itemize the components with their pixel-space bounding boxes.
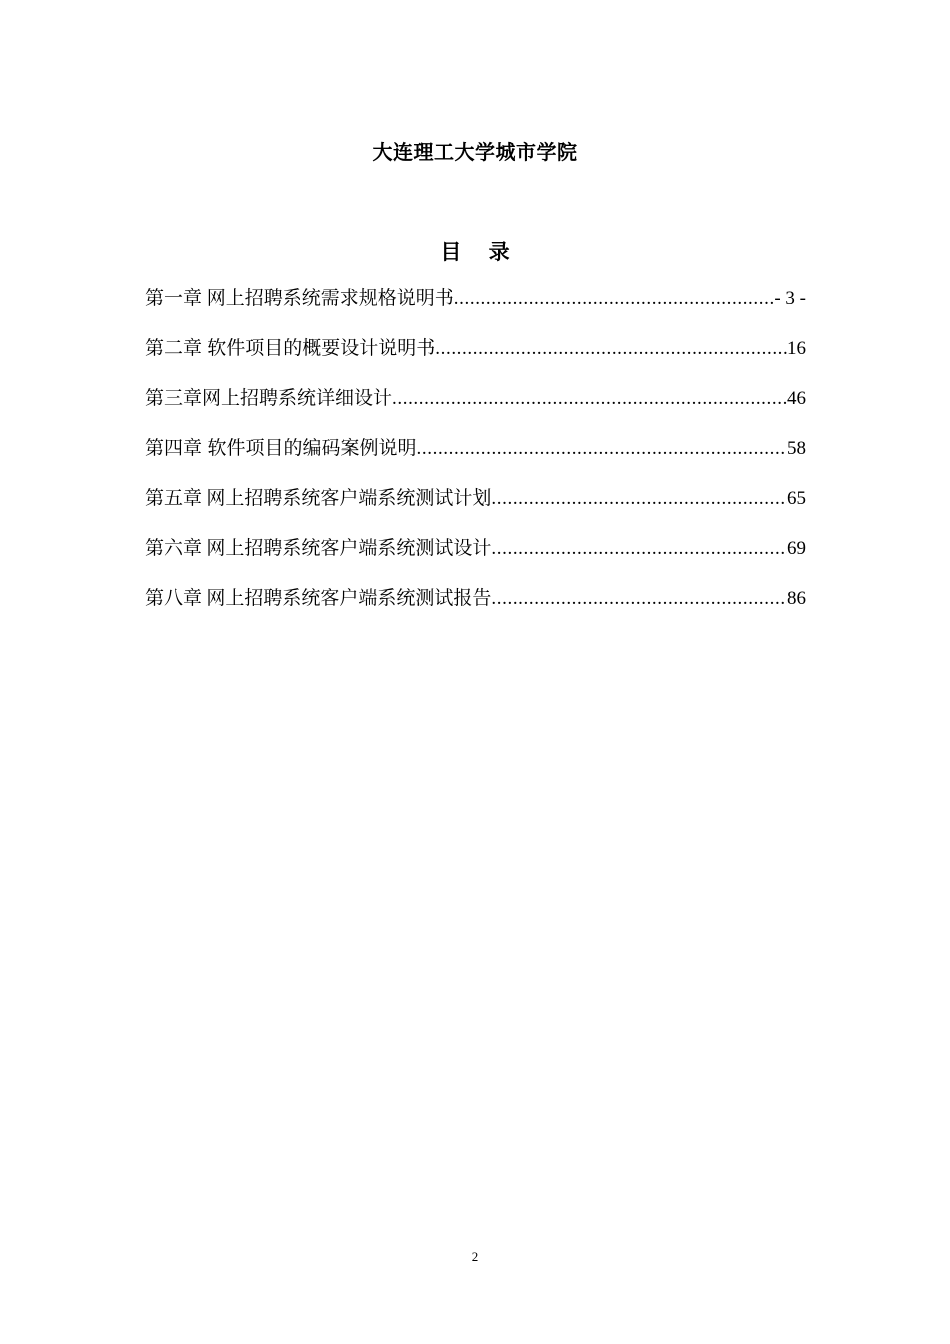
toc-dot-leader [491, 584, 787, 614]
toc-page-number: 58 [787, 438, 806, 459]
toc-entry-chapter-5[interactable] [145, 484, 806, 534]
toc-chapter-title: 网上招聘系统需求规格说明书 [206, 288, 454, 309]
toc-dot-leader [454, 284, 775, 314]
toc-page-number: 86 [787, 588, 806, 609]
toc-chapter-title: 网上招聘系统详细设计 [202, 388, 393, 409]
toc-dot-leader [491, 484, 787, 514]
toc-entry-chapter-4[interactable] [145, 434, 806, 484]
toc-page-number: 46 [787, 388, 806, 409]
toc-chapter-title: 网上招聘系统客户端系统测试报告 [206, 588, 492, 609]
toc-entry-chapter-1[interactable] [145, 284, 806, 334]
toc-entry-chapter-3[interactable] [145, 384, 806, 434]
toc-chapter-number: 第六章 [145, 538, 203, 559]
toc-page-number: 69 [787, 538, 806, 559]
toc-chapter-number: 第四章 [145, 438, 203, 459]
toc-page-number: - 3 - [774, 288, 806, 309]
page-number: 2 [471, 1249, 479, 1264]
institution-title: 大连理工大学城市学院 [372, 142, 578, 164]
table-of-contents [145, 284, 806, 634]
toc-dot-leader [417, 434, 787, 464]
toc-entry-chapter-2[interactable] [145, 334, 806, 384]
toc-heading: 目 录 [440, 240, 520, 264]
toc-chapter-number: 第一章 [145, 288, 203, 309]
toc-dot-leader [435, 334, 787, 364]
toc-page-number: 65 [787, 488, 806, 509]
toc-chapter-number: 第三章 [145, 388, 203, 409]
toc-chapter-number: 第八章 [145, 588, 203, 609]
toc-chapter-title: 网上招聘系统客户端系统测试计划 [206, 488, 492, 509]
toc-chapter-number: 第五章 [145, 488, 203, 509]
toc-dot-leader [392, 384, 787, 414]
toc-chapter-number: 第二章 [145, 338, 203, 359]
toc-chapter-title: 软件项目的编码案例说明 [207, 438, 417, 459]
toc-chapter-title: 软件项目的概要设计说明书 [207, 338, 436, 359]
toc-dot-leader [491, 534, 787, 564]
toc-entry-chapter-8[interactable] [145, 584, 806, 634]
toc-page-number: 16 [787, 338, 806, 359]
toc-chapter-title: 网上招聘系统客户端系统测试设计 [206, 538, 492, 559]
toc-entry-chapter-6[interactable] [145, 534, 806, 584]
